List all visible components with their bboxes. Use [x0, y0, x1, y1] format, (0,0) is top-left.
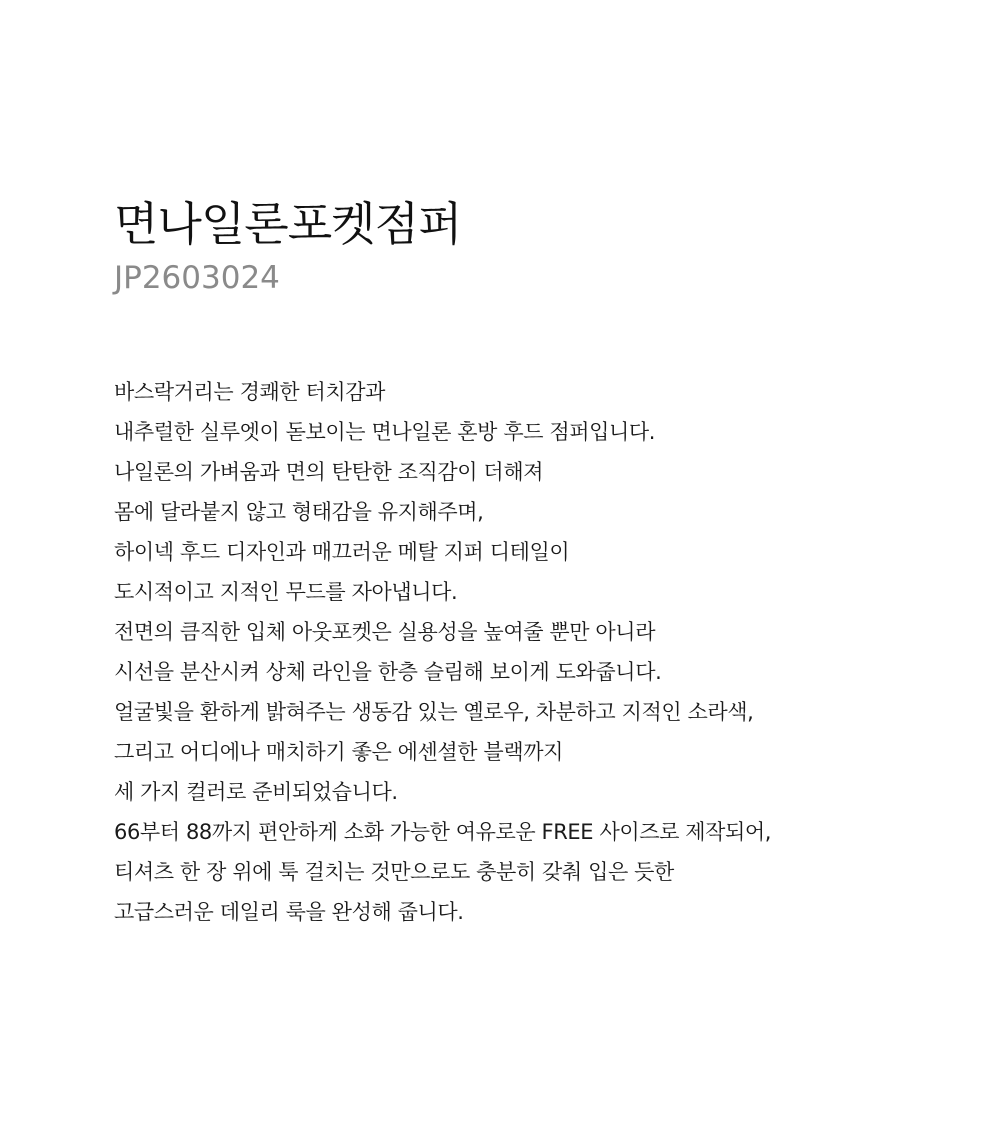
- description-line: 하이넥 후드 디자인과 매끄러운 메탈 지퍼 디테일이: [114, 540, 570, 564]
- description-line: 시선을 분산시켜 상체 라인을 한층 슬림해 보이게 도와줍니다.: [114, 660, 662, 684]
- description-line: 전면의 큼직한 입체 아웃포켓은 실용성을 높여줄 뿐만 아니라: [114, 620, 656, 644]
- description-line: 내추럴한 실루엣이 돋보이는 면나일론 혼방 후드 점퍼입니다.: [114, 420, 656, 444]
- product-title: 면나일론포켓점퍼: [114, 197, 462, 251]
- product-code: JP2603024: [114, 260, 280, 296]
- description-line: 몸에 달라붙지 않고 형태감을 유지해주며,: [114, 500, 484, 524]
- description-line: 티셔츠 한 장 위에 툭 걸치는 것만으로도 충분히 갖춰 입은 듯한: [114, 860, 674, 884]
- description-line: 세 가지 컬러로 준비되었습니다.: [114, 780, 398, 804]
- description-line: 나일론의 가벼움과 면의 탄탄한 조직감이 더해져: [114, 460, 544, 484]
- description-line: 얼굴빛을 환하게 밝혀주는 생동감 있는 옐로우, 차분하고 지적인 소라색,: [114, 700, 754, 724]
- description-line: 66부터 88까지 편안하게 소화 가능한 여유로운 FREE 사이즈로 제작되어,: [114, 820, 772, 844]
- description-line: 고급스러운 데일리 룩을 완성해 줍니다.: [114, 900, 464, 924]
- description-line: 그리고 어디에나 매치하기 좋은 에센셜한 블랙까지: [114, 740, 563, 764]
- product-description: [114, 372, 974, 932]
- description-line: 도시적이고 지적인 무드를 자아냅니다.: [114, 580, 458, 604]
- description-line: 바스락거리는 경쾌한 터치감과: [114, 380, 386, 404]
